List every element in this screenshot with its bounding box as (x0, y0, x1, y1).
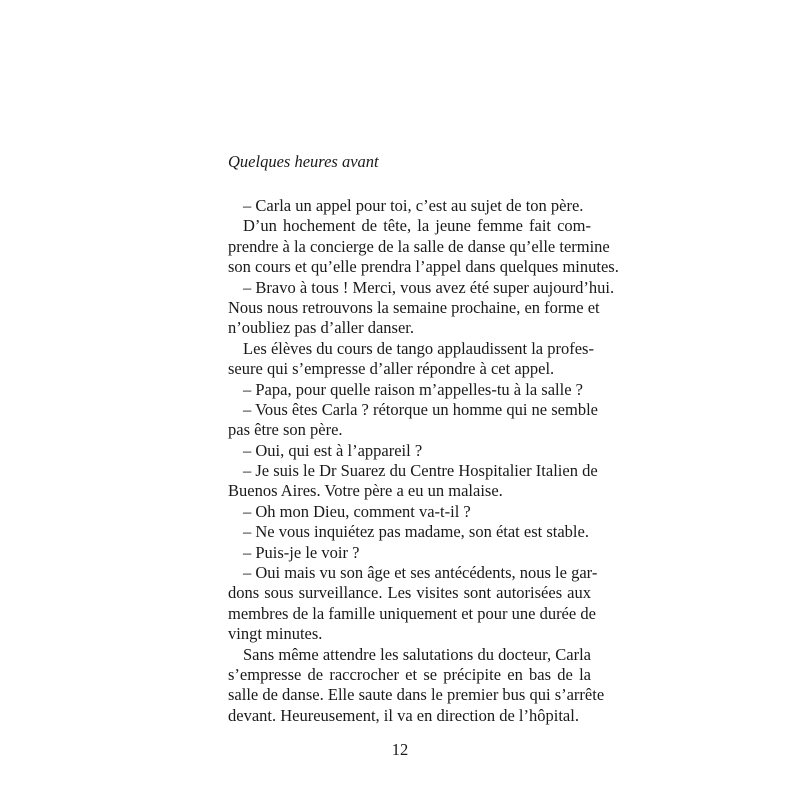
text-line: devant. Heureusement, il va en direction de l’hôpital. (228, 705, 579, 725)
chapter-heading: Quelques heures avant (228, 152, 379, 171)
text-line: D’un hochement de tête, la jeune femme fait com- (243, 216, 591, 236)
text-line: salle de danse. Elle saute dans le premier bus qui s’arrête (228, 685, 605, 705)
text-line: – Ne vous inquiétez pas madame, son état est stable. (243, 522, 589, 542)
text-line: dons sous surveillance. Les visites sont autorisées aux (228, 583, 591, 603)
body-text (228, 196, 619, 726)
text-line: – Oh mon Dieu, comment va-t-il ? (243, 501, 471, 521)
text-line: – Puis-je le voir ? (243, 542, 360, 562)
text-line: prendre à la concierge de la salle de danse qu’elle termine (228, 236, 610, 256)
page-number: 12 (391, 740, 409, 759)
text-line: son cours et qu’elle prendra l’appel dans quelques minutes. (228, 257, 619, 277)
text-line: – Je suis le Dr Suarez du Centre Hospitalier Italien de (243, 461, 598, 481)
text-line: Sans même attendre les salutations du docteur, Carla (243, 644, 591, 664)
text-line: – Carla un appel pour toi, c’est au sujet de ton père. (243, 196, 584, 215)
text-line: s’empresse de raccrocher et se précipite en bas de la (228, 664, 591, 684)
text-line: vingt minutes. (228, 624, 323, 644)
text-line: – Vous êtes Carla ? rétorque un homme qui ne semble (243, 399, 598, 419)
text-line: seure qui s’empresse d’aller répondre à cet appel. (228, 359, 555, 379)
text-line: Buenos Aires. Votre père a eu un malaise. (228, 481, 503, 501)
text-line: Nous nous retrouvons la semaine prochaine, en forme et (228, 297, 600, 317)
text-line: – Papa, pour quelle raison m’appelles-tu à la salle ? (243, 379, 583, 399)
text-line: membres de la famille uniquement et pour une durée de (228, 603, 596, 623)
text-line: – Bravo à tous ! Merci, vous avez été super aujourd’hui. (243, 277, 615, 297)
text-line: Les élèves du cours de tango applaudissent la profes- (243, 338, 594, 358)
text-line: – Oui, qui est à l’appareil ? (243, 440, 423, 460)
text-line: – Oui mais vu son âge et ses antécédents, nous le gar- (243, 563, 598, 583)
text-line: pas être son père. (228, 420, 343, 440)
text-line: n’oubliez pas d’aller danser. (228, 318, 415, 338)
